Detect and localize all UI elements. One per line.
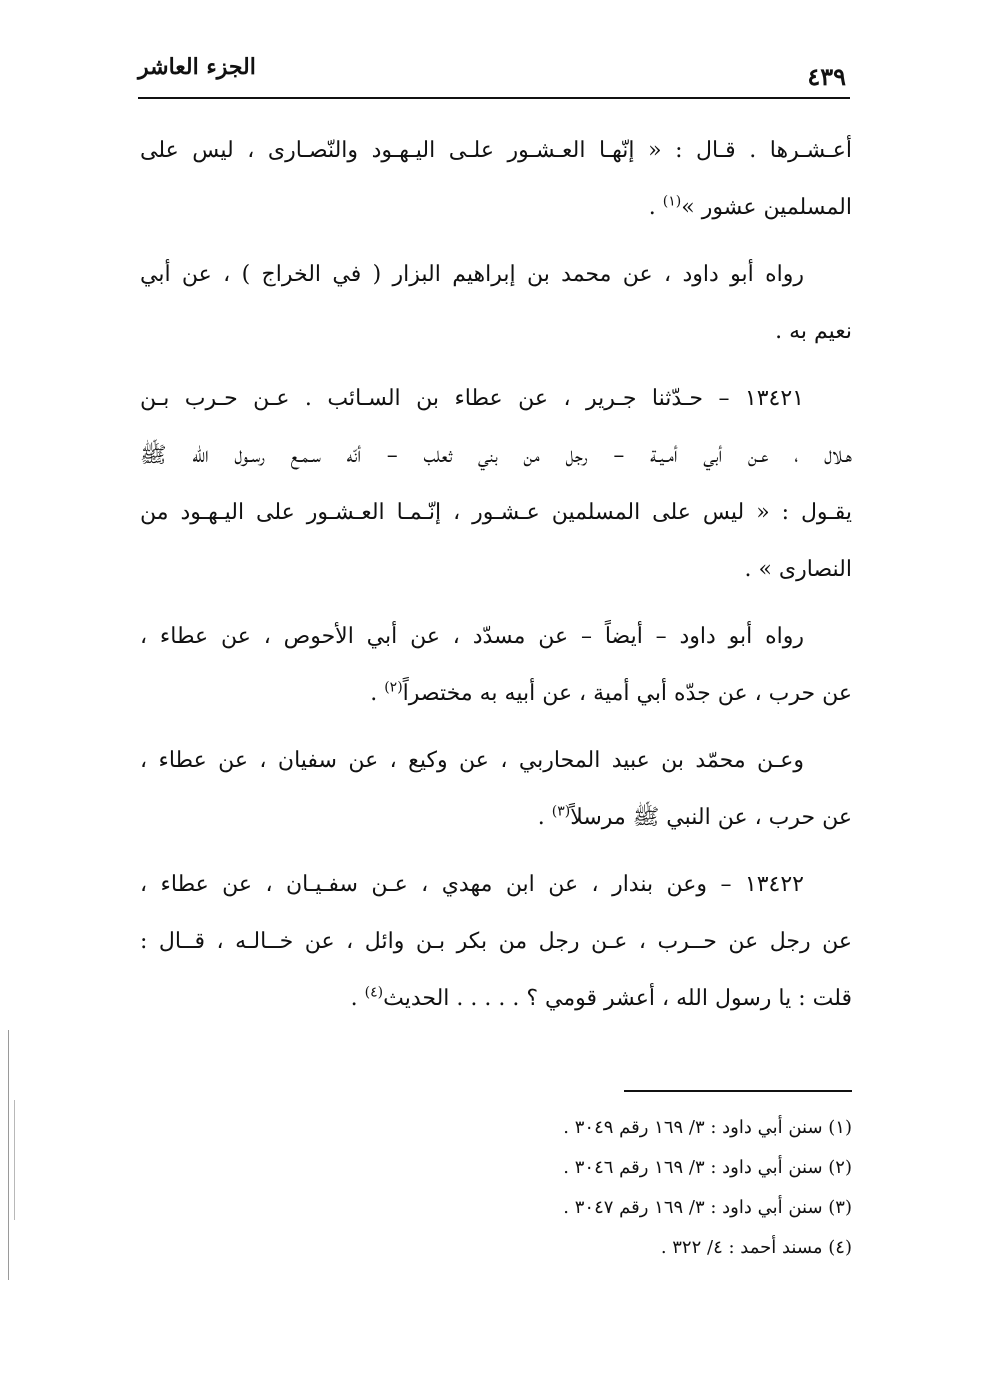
text-line: هـلال ، عـن أبي أمـيـة – رجل من بني ثعلب – أنّه سـمـع رسـول الله ﷺ [140, 443, 852, 468]
paragraph-3 [140, 370, 852, 598]
footnote-2: (٢) سنن أبي داود : ٣/ ١٦٩ رقم ٣٠٤٦ . [563, 1157, 852, 1178]
scan-edge-mark [14, 1100, 15, 1220]
text-fragment: . [350, 986, 365, 1011]
text-line: عن رجل عن حــرب ، عـن رجل من بكر بـن وائل ، عن خــالـه ، قــال : [140, 929, 852, 954]
main-text [140, 122, 852, 1037]
scan-edge-mark [8, 1030, 9, 1280]
footnote-ref-2: (٢) [384, 679, 403, 696]
footnote-4: (٤) مسند أحمد : ٤/ ٣٢٢ . [660, 1237, 852, 1258]
text-line: وعـن محمّد بن عبيد المحاربي ، عن وكيع ، عن سفيان ، عن عطاء ، [140, 748, 804, 773]
footnote-separator [624, 1090, 852, 1092]
paragraph-1 [140, 122, 852, 236]
paragraph-6 [140, 856, 852, 1027]
text-line: ١٣٤٢١ – حـدّثنا جـرير ، عن عطاء بن السـائب . عـن حـرب بـن [140, 386, 804, 411]
text-fragment: . [537, 805, 552, 830]
paragraph-5 [140, 732, 852, 846]
text-fragment: عن حرب ، عن جدّه أبي أمية ، عن أبيه به مختصراً [402, 681, 852, 706]
page-number: ٤٣٩ [807, 62, 846, 91]
footnotes [352, 1108, 852, 1268]
text-line [140, 665, 852, 722]
paragraph-4 [140, 608, 852, 722]
text-line: نعيم به . [775, 319, 852, 344]
text-fragment: . [648, 195, 663, 220]
text-line: يقـول : « ليس على المسلمين عـشـور ، إنّـمـا العـشـور على اليـهـود من [140, 500, 852, 525]
footnote-3: (٣) سنن أبي داود : ٣/ ١٦٩ رقم ٣٠٤٧ . [563, 1197, 852, 1218]
text-line: ١٣٤٢٢ – وعن بندار ، عن ابن مهدي ، عـن سفـيـان ، عن عطاء ، [140, 872, 804, 897]
text-line: رواه أبو داود ، عن محمد بن إبراهيم البزار ( في الخراج ) ، عن أبي [140, 262, 804, 287]
text-line [140, 970, 852, 1027]
text-line [140, 179, 852, 236]
text-fragment: عن حرب ، عن النبي ﷺ مرسلاً [570, 805, 852, 830]
text-fragment: قلت : يا رسول الله ، أعشر قومي ؟ . . . . . الحديث [383, 986, 852, 1011]
footnote-ref-4: (٤) [364, 984, 384, 1001]
text-line: رواه أبو داود – أيضاً – عن مسدّد ، عن أبي الأحوص ، عن عطاء ، [140, 624, 804, 649]
paragraph-2 [140, 246, 852, 360]
text-fragment: المسلمين عشور » [681, 195, 852, 220]
footnote-ref-3: (٣) [551, 803, 571, 820]
header-rule [138, 97, 850, 99]
text-line: النصارى » . [744, 557, 852, 582]
text-line [140, 789, 852, 846]
footnote-ref-1: (١) [662, 193, 682, 210]
running-title: الجزء العاشر [138, 54, 256, 80]
footnote-1: (١) سنن أبي داود : ٣/ ١٦٩ رقم ٣٠٤٩ . [563, 1117, 852, 1138]
text-fragment: . [370, 681, 385, 706]
text-line: أعـشـرها . قـال : « إنّهـا العـشـور علـى اليـهـود والنّصـارى ، ليس على [140, 138, 852, 163]
